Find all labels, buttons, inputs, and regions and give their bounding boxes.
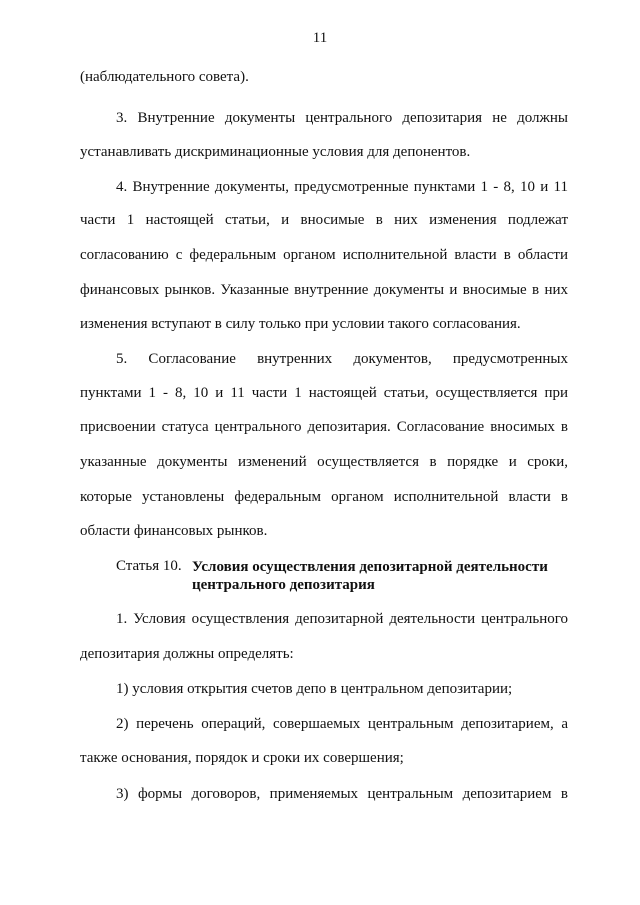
- text-line: устанавливать дискриминационные условия для депонентов.: [80, 144, 471, 160]
- text-line: депозитария должны определять:: [80, 646, 294, 662]
- text-line: указанные документы изменений осуществляется в порядке и сроки,: [80, 454, 568, 470]
- text-line: финансовых рынков. Указанные внутренние документы и вносимые в них: [80, 282, 568, 298]
- text-line: (наблюдательного совета).: [80, 69, 249, 85]
- text-line: 1) условия открытия счетов депо в центральном депозитарии;: [116, 681, 513, 697]
- article-title: Условия осуществления депозитарной деятельности центрального депозитария: [192, 559, 548, 593]
- text-line: 5. Согласование внутренних документов, предусмотренных: [116, 351, 568, 367]
- article-label: Статья 10.: [116, 558, 182, 574]
- text-line: также основания, порядок и сроки их совершения;: [80, 750, 404, 766]
- text-line: 1. Условия осуществления депозитарной деятельности центрального: [116, 611, 568, 627]
- text-line: присвоении статуса центрального депозитария. Согласование вносимых в: [80, 419, 568, 435]
- text-line: 2) перечень операций, совершаемых центральным депозитарием, а: [116, 716, 568, 732]
- text-line: части 1 настоящей статьи, и вносимые в них изменения подлежат: [80, 212, 568, 228]
- text-line: 3. Внутренние документы центрального депозитария не должны: [116, 110, 568, 126]
- page-number: 11: [312, 30, 328, 46]
- text-line: которые установлены федеральным органом исполнительной власти в: [80, 489, 568, 505]
- text-line: области финансовых рынков.: [80, 523, 268, 539]
- text-line: пунктами 1 - 8, 10 и 11 части 1 настоящей статьи, осуществляется при: [80, 385, 568, 401]
- text-line: изменения вступают в силу только при условии такого согласования.: [80, 316, 521, 332]
- text-line: 4. Внутренние документы, предусмотренные пунктами 1 - 8, 10 и 11: [116, 179, 568, 195]
- text-line: 3) формы договоров, применяемых центральным депозитарием в: [116, 786, 568, 802]
- text-line: согласованию с федеральным органом исполнительной власти в области: [80, 247, 568, 263]
